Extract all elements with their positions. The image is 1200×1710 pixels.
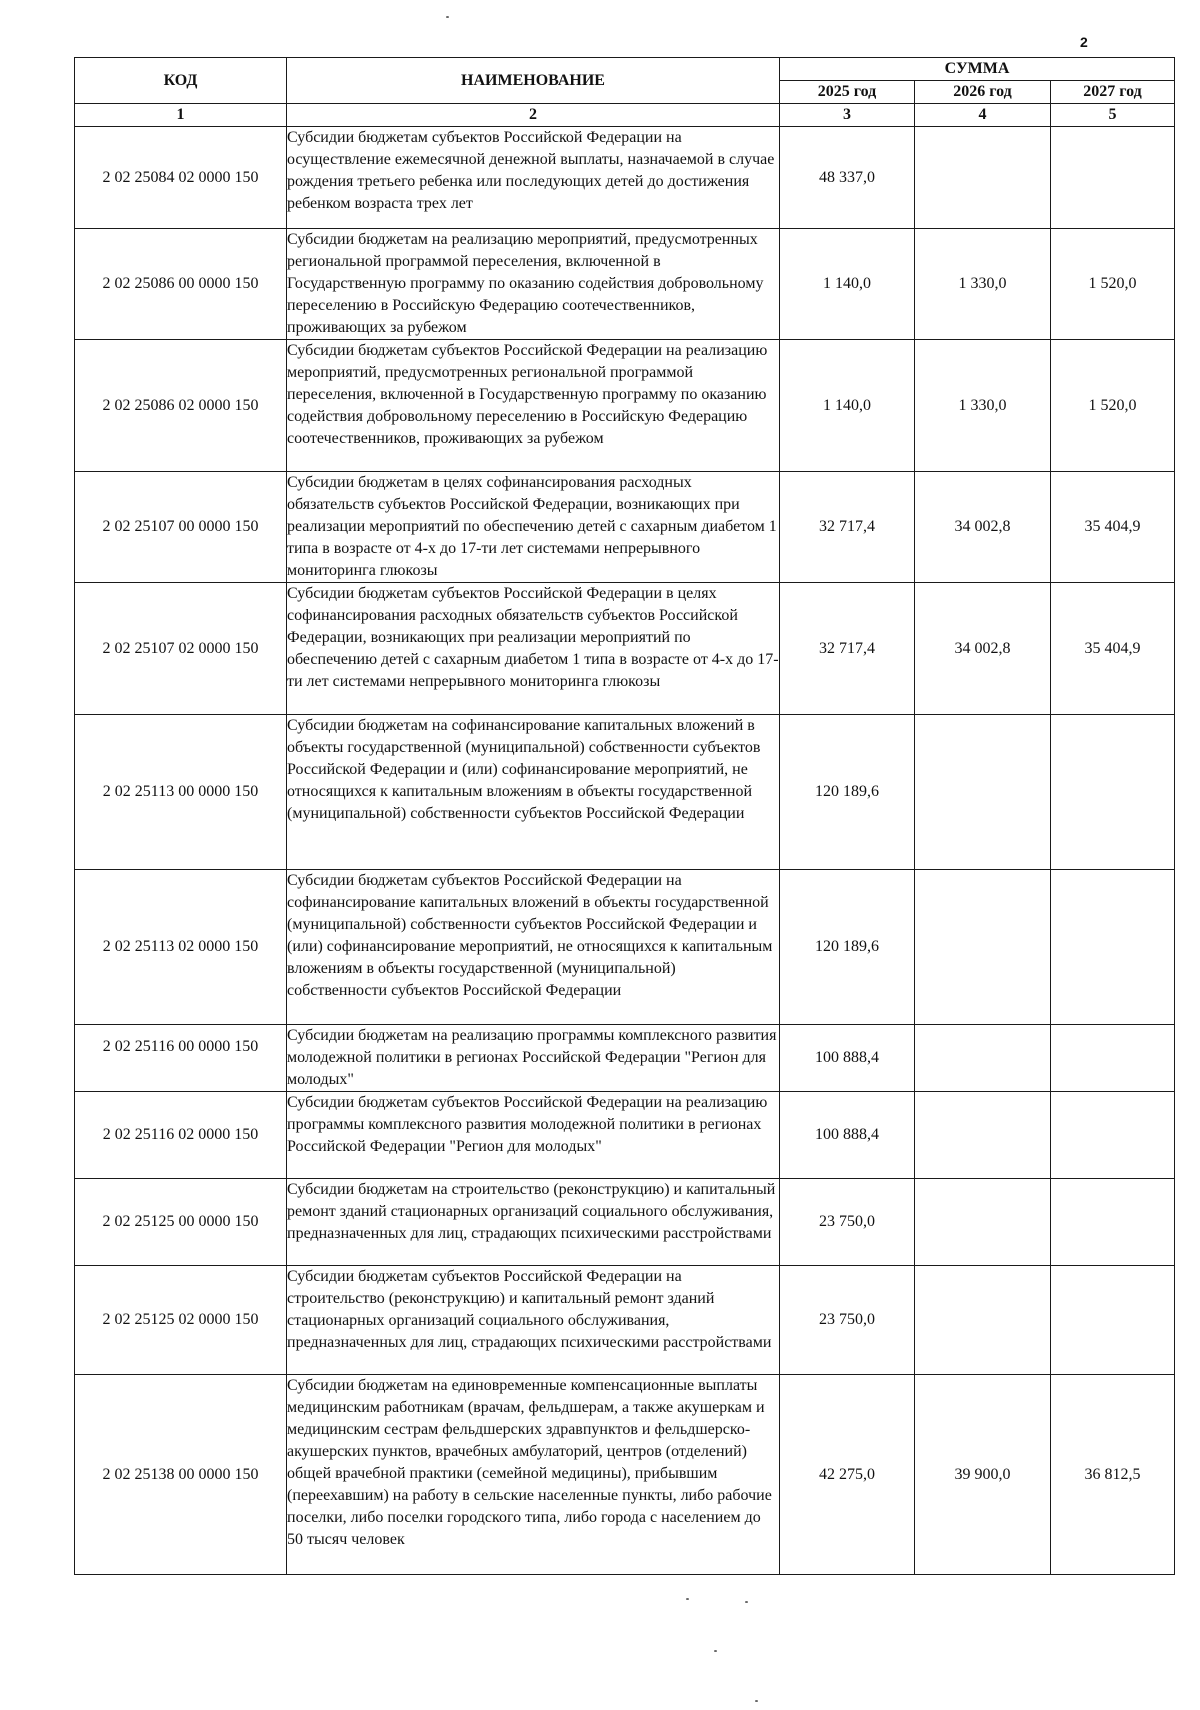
row-name: Субсидии бюджетам на софинансирование капитальных вложений в объекты государственной (муниципальной) собственности субъектов Российской Федерации и (или) софинансирование мероприятий, не относящихся к капитальным вложениям в объекты государственной (муниципальной) собственности субъектов Российской Федерации [287, 715, 780, 870]
column-number-5: 5 [1051, 104, 1175, 127]
column-number-1: 1 [75, 104, 287, 127]
table-row [75, 472, 1175, 583]
row-name: Субсидии бюджетам субъектов Российской Федерации в целях софинансирования расходных обязательств субъектов Российской Федерации, возникающих при реализации мероприятий по обеспечению детей с сахарным диабетом 1 типа в возрасте от 4-х до 17-ти лет системами непрерывного мониторинга глюкозы [287, 583, 780, 715]
row-amount-2026: 34 002,8 [915, 472, 1051, 583]
row-amount-2025: 120 189,6 [780, 870, 915, 1025]
row-amount-2026 [915, 870, 1051, 1025]
row-amount-2025: 100 888,4 [780, 1092, 915, 1179]
row-name: Субсидии бюджетам субъектов Российской Федерации на софинансирование капитальных вложений в объекты государственной (муниципальной) собственности субъектов Российской Федерации и (или) софинансирование мероприятий, не относящихся к капитальным вложениям в объекты государственной (муниципальной) собственности субъектов Российской Федерации [287, 870, 780, 1025]
row-name: Субсидии бюджетам субъектов Российской Федерации на осуществление ежемесячной денежной выплаты, назначаемой в случае рождения третьего ребенка или последующих детей до достижения ребенком возраста трех лет [287, 127, 780, 229]
header-year-2026: 2026 год [915, 81, 1051, 104]
scan-speck [714, 1650, 717, 1652]
row-name: Субсидии бюджетам на реализацию программы комплексного развития молодежной политики в регионах Российской Федерации "Регион для молодых" [287, 1025, 780, 1092]
row-amount-2027 [1051, 1025, 1175, 1092]
table-row [75, 229, 1175, 340]
scan-speck [745, 1601, 748, 1603]
row-name: Субсидии бюджетам на строительство (реконструкцию) и капитальный ремонт зданий стационарных организаций социального обслуживания, предназначенных для лиц, страдающих психическими расстройствами [287, 1179, 780, 1266]
table-row [75, 340, 1175, 472]
row-name: Субсидии бюджетам на реализацию мероприятий, предусмотренных региональной программой переселения, включенной в Государственную программу по оказанию содействия добровольному переселению в Российскую Федерацию соотечественников, проживающих за рубежом [287, 229, 780, 340]
row-code: 2 02 25138 00 0000 150 [75, 1375, 287, 1575]
row-name: Субсидии бюджетам субъектов Российской Федерации на строительство (реконструкцию) и капитальный ремонт зданий стационарных организаций социального обслуживания, предназначенных для лиц, страдающих психическими расстройствами [287, 1266, 780, 1375]
row-code: 2 02 25084 02 0000 150 [75, 127, 287, 229]
row-code: 2 02 25086 00 0000 150 [75, 229, 287, 340]
row-amount-2027: 1 520,0 [1051, 340, 1175, 472]
row-amount-2025: 1 140,0 [780, 340, 915, 472]
row-amount-2027: 36 812,5 [1051, 1375, 1175, 1575]
table-row [75, 1025, 1175, 1092]
row-amount-2027: 35 404,9 [1051, 583, 1175, 715]
row-amount-2027 [1051, 1266, 1175, 1375]
page-number: 2 [1080, 34, 1088, 50]
table-row [75, 127, 1175, 229]
header-sum: СУММА [780, 58, 1175, 81]
row-amount-2027: 1 520,0 [1051, 229, 1175, 340]
row-amount-2025: 32 717,4 [780, 583, 915, 715]
header-name: НАИМЕНОВАНИЕ [287, 58, 780, 104]
row-code: 2 02 25113 02 0000 150 [75, 870, 287, 1025]
row-amount-2026 [915, 1179, 1051, 1266]
row-name: Субсидии бюджетам в целях софинансирования расходных обязательств субъектов Российской Федерации, возникающих при реализации мероприятий по обеспечению детей с сахарным диабетом 1 типа в возрасте от 4-х до 17-ти лет системами непрерывного мониторинга глюкозы [287, 472, 780, 583]
row-amount-2025: 120 189,6 [780, 715, 915, 870]
header-year-2025: 2025 год [780, 81, 915, 104]
scan-speck [755, 1700, 758, 1702]
row-code: 2 02 25116 00 0000 150 [75, 1025, 287, 1092]
row-amount-2027 [1051, 127, 1175, 229]
row-code: 2 02 25113 00 0000 150 [75, 715, 287, 870]
column-number-2: 2 [287, 104, 780, 127]
row-amount-2025: 32 717,4 [780, 472, 915, 583]
table-row [75, 1266, 1175, 1375]
row-amount-2026: 1 330,0 [915, 229, 1051, 340]
row-amount-2026 [915, 715, 1051, 870]
row-amount-2025: 1 140,0 [780, 229, 915, 340]
row-name: Субсидии бюджетам на единовременные компенсационные выплаты медицинским работникам (врачам, фельдшерам, а также акушеркам и медицинским сестрам фельдшерских здравпунктов и фельдшерско-акушерских пунктов, врачебных амбулаторий, центров (отделений) общей врачебной практики (семейной медицины), прибывшим (переехавшим) на работу в сельские населенные пункты, либо рабочие поселки, либо поселки городского типа, либо города с населением до 50 тысяч человек [287, 1375, 780, 1575]
row-code: 2 02 25107 00 0000 150 [75, 472, 287, 583]
table-row [75, 1375, 1175, 1575]
budget-table [74, 57, 1175, 1575]
scan-speck [446, 16, 449, 18]
table-row [75, 1092, 1175, 1179]
row-amount-2026 [915, 1025, 1051, 1092]
row-amount-2026 [915, 1266, 1051, 1375]
row-amount-2025: 100 888,4 [780, 1025, 915, 1092]
row-amount-2025: 42 275,0 [780, 1375, 915, 1575]
row-amount-2026: 39 900,0 [915, 1375, 1051, 1575]
row-code: 2 02 25125 02 0000 150 [75, 1266, 287, 1375]
row-code: 2 02 25086 02 0000 150 [75, 340, 287, 472]
header-year-2027: 2027 год [1051, 81, 1175, 104]
row-name: Субсидии бюджетам субъектов Российской Федерации на реализацию мероприятий, предусмотренных региональной программой переселения, включенной в Государственную программу по оказанию содействия добровольному переселению в Российскую Федерацию соотечественников, проживающих за рубежом [287, 340, 780, 472]
row-code: 2 02 25125 00 0000 150 [75, 1179, 287, 1266]
row-amount-2027 [1051, 1179, 1175, 1266]
row-amount-2026: 1 330,0 [915, 340, 1051, 472]
row-code: 2 02 25116 02 0000 150 [75, 1092, 287, 1179]
scan-speck [686, 1598, 689, 1600]
row-amount-2025: 48 337,0 [780, 127, 915, 229]
row-amount-2027 [1051, 1092, 1175, 1179]
table-row [75, 1179, 1175, 1266]
table-row [75, 870, 1175, 1025]
row-amount-2026 [915, 1092, 1051, 1179]
row-name: Субсидии бюджетам субъектов Российской Федерации на реализацию программы комплексного развития молодежной политики в регионах Российской Федерации "Регион для молодых" [287, 1092, 780, 1179]
row-amount-2026: 34 002,8 [915, 583, 1051, 715]
column-number-3: 3 [780, 104, 915, 127]
header-code: КОД [75, 58, 287, 104]
table-row [75, 583, 1175, 715]
row-amount-2025: 23 750,0 [780, 1266, 915, 1375]
row-code: 2 02 25107 02 0000 150 [75, 583, 287, 715]
row-amount-2027 [1051, 870, 1175, 1025]
table-row [75, 715, 1175, 870]
row-amount-2025: 23 750,0 [780, 1179, 915, 1266]
row-amount-2027 [1051, 715, 1175, 870]
column-number-4: 4 [915, 104, 1051, 127]
row-amount-2026 [915, 127, 1051, 229]
row-amount-2027: 35 404,9 [1051, 472, 1175, 583]
